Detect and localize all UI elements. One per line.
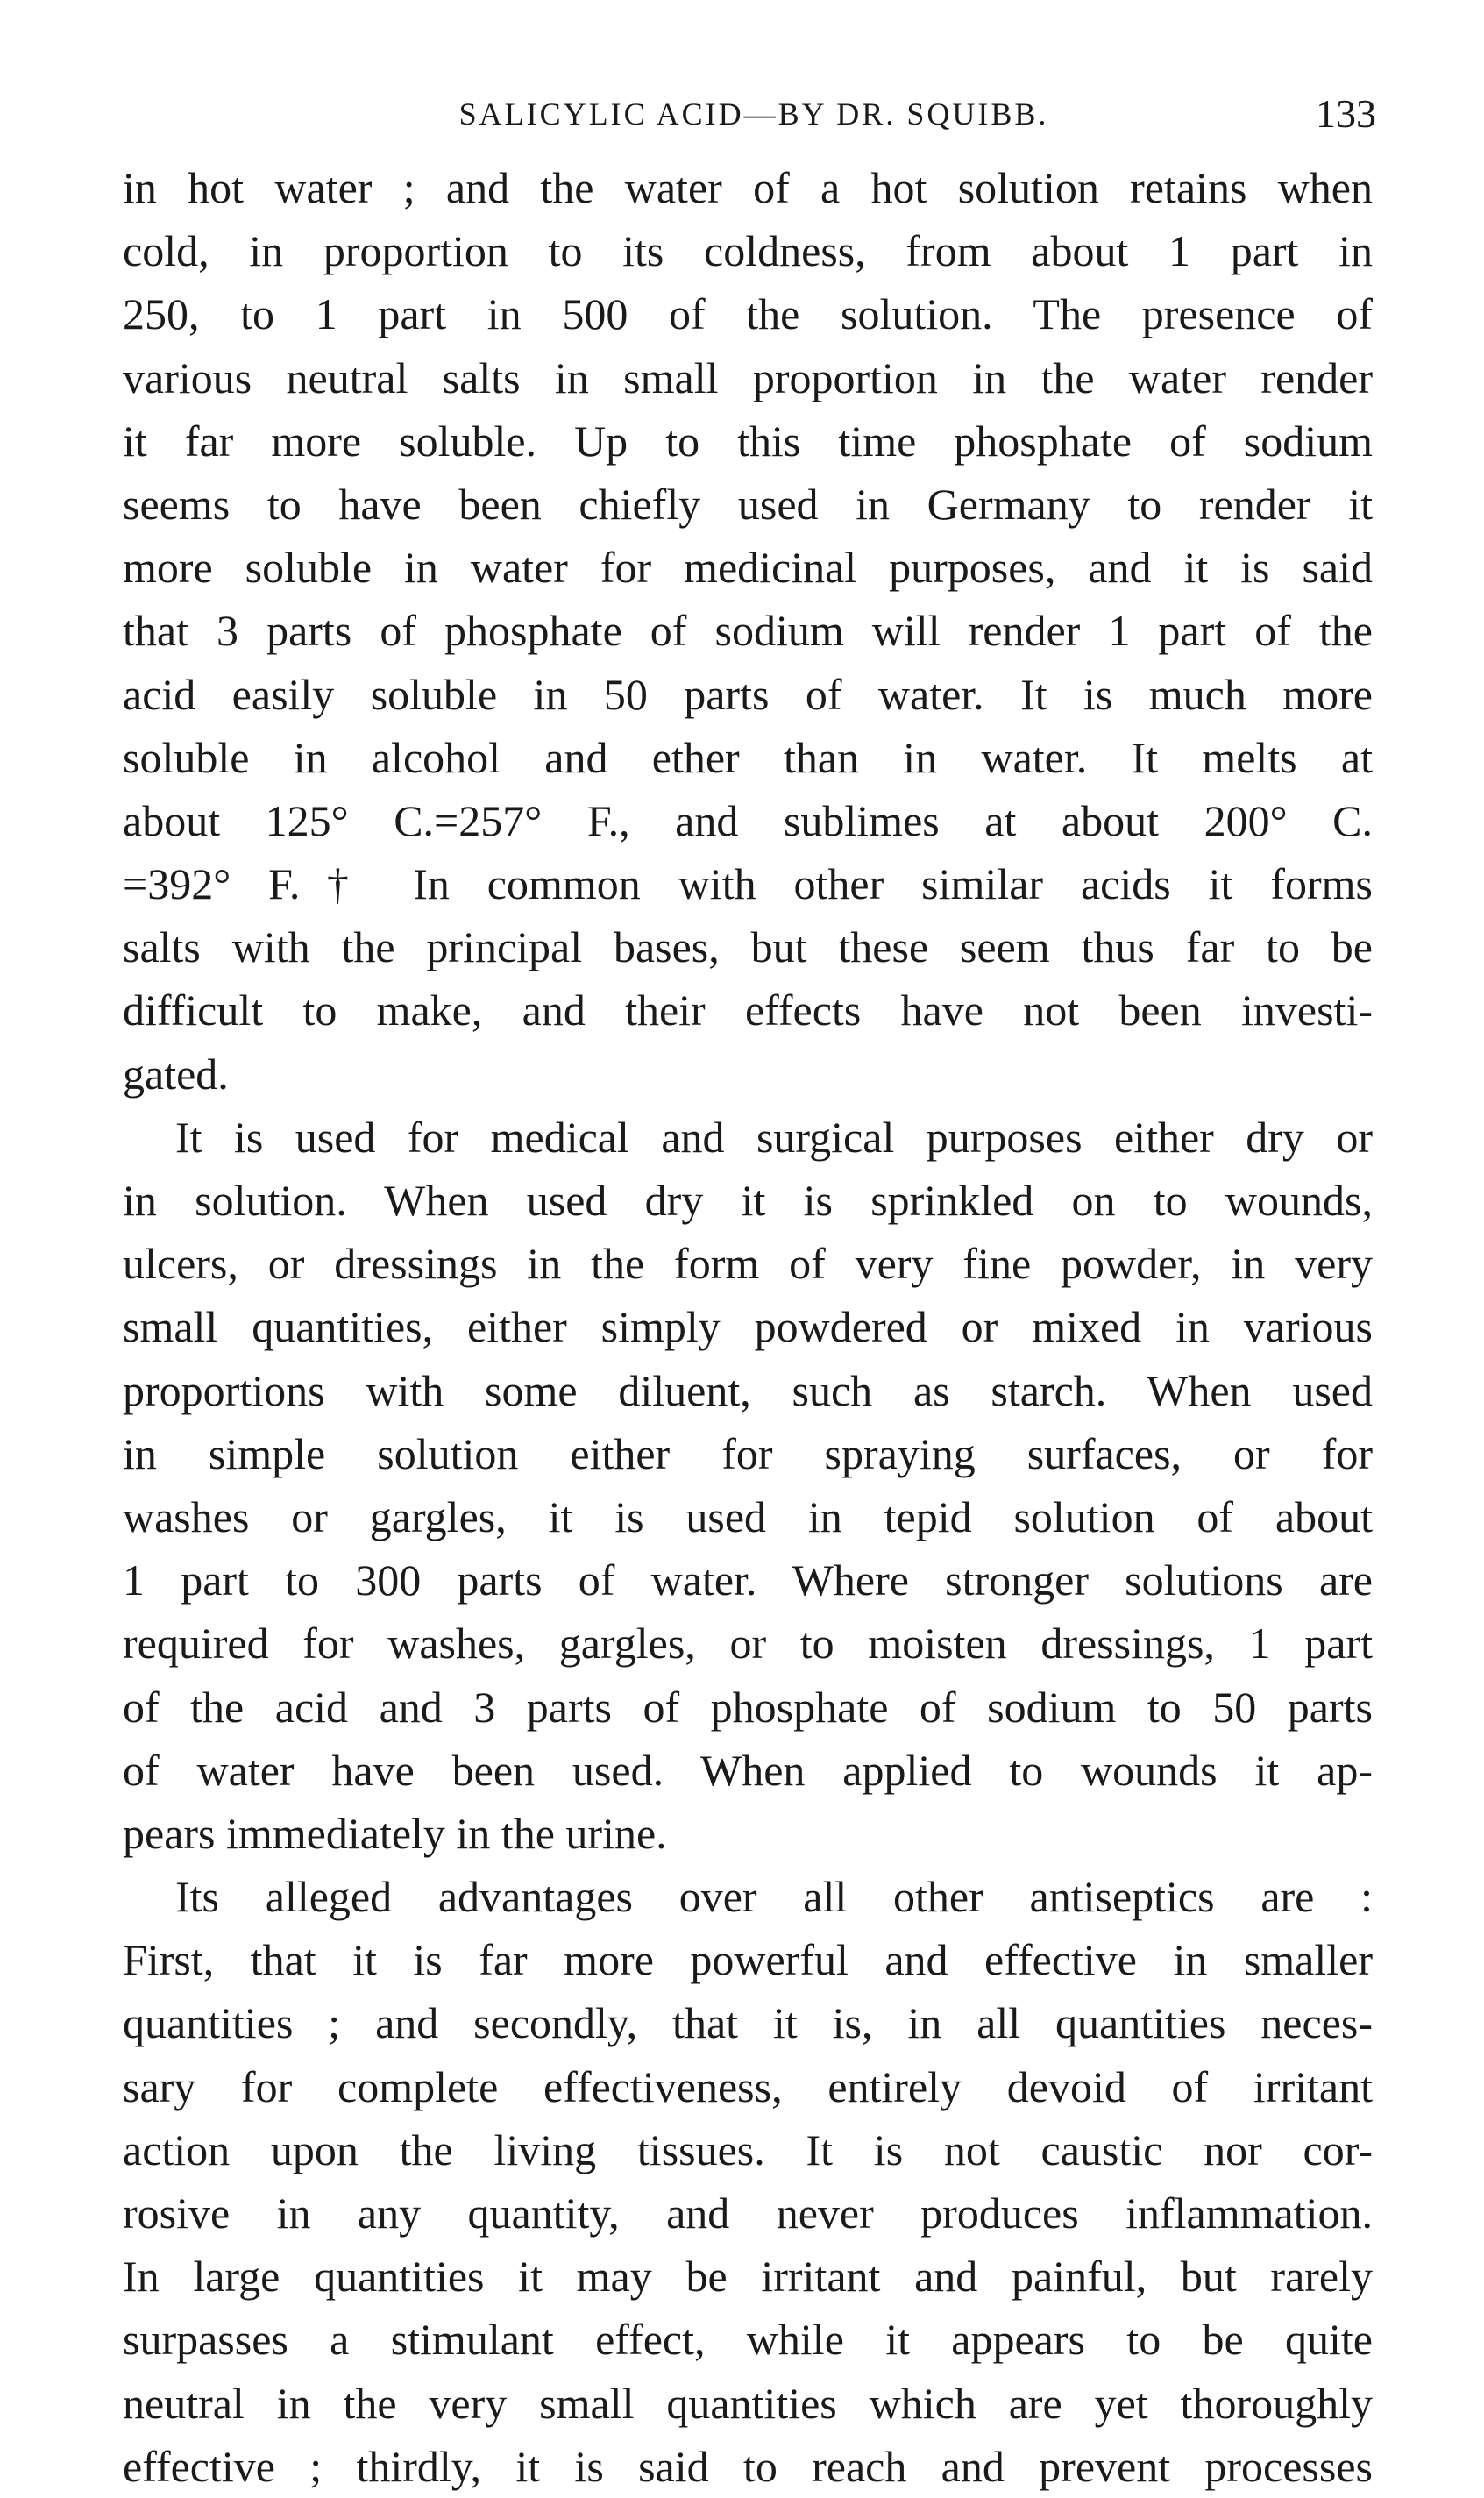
- text-line: in solution. When used dry it is sprinkled on to wounds,: [123, 1176, 1373, 1225]
- text-line: washes or gargles, it is used in tepid solution of about: [123, 1491, 1373, 1541]
- text-line: soluble in alcohol and ether than in water. It melts at: [123, 732, 1373, 782]
- running-title: SALICYLIC ACID—BY DR. SQUIBB.: [458, 96, 1049, 132]
- text-line: in simple solution either for spraying surfaces, or for: [123, 1428, 1373, 1478]
- text-line: various neutral salts in small proportion in the water render: [123, 352, 1373, 402]
- text-line: it far more soluble. Up to this time phosphate of sodium: [123, 416, 1373, 466]
- text-line: in hot water ; and the water of a hot solution retains when: [123, 163, 1373, 212]
- text-line: acid easily soluble in 50 parts of water. It is much more: [123, 669, 1373, 719]
- text-line: =392° F.† In common with other similar acids it forms: [123, 859, 1373, 909]
- text-line: of water have been used. When applied to wounds it ap-: [123, 1745, 1373, 1795]
- paragraph-2: [123, 1106, 1373, 1865]
- text-line: required for washes, gargles, or to moisten dressings, 1 part: [123, 1619, 1373, 1669]
- text-line: salts with the principal bases, but these seem thus far to be: [123, 922, 1373, 972]
- running-head: [131, 88, 1376, 158]
- text-line: effective ; thirdly, it is said to reach and prevent processes: [123, 2441, 1373, 2491]
- text-line: gated.: [123, 1049, 229, 1099]
- text-line: pears immediately in the urine.: [123, 1808, 667, 1858]
- text-line: sary for complete effectiveness, entirely devoid of irritant: [123, 2061, 1373, 2111]
- text-line: seems to have been chiefly used in Germany to render it: [123, 479, 1373, 529]
- page-number: 133: [1316, 91, 1376, 136]
- text-line: ulcers, or dressings in the form of very fine powder, in very: [123, 1239, 1373, 1289]
- text-line: neutral in the very small quantities which are yet thoroughly: [123, 2378, 1373, 2428]
- text-line: It is used for medical and surgical purposes either dry or: [175, 1112, 1373, 1162]
- text-line: quantities ; and secondly, that it is, in all quantities neces-: [123, 1998, 1373, 2048]
- text-line: rosive in any quantity, and never produces inflammation.: [123, 2188, 1373, 2238]
- text-line: more soluble in water for medicinal purposes, and it is said: [123, 543, 1373, 593]
- text-line: Its alleged advantages over all other antiseptics are :: [175, 1872, 1373, 1922]
- text-line: proportions with some diluent, such as starch. When used: [123, 1365, 1373, 1415]
- text-line: surpasses a stimulant effect, while it appears to be quite: [123, 2315, 1373, 2365]
- text-line: about 125° C.=257° F., and sublimes at about 200° C.: [123, 795, 1373, 845]
- text-line: small quantities, either simply powdered or mixed in various: [123, 1302, 1373, 1352]
- text-line: 250, to 1 part in 500 of the solution. The presence of: [123, 289, 1373, 339]
- text-line: difficult to make, and their effects have not been investi-: [123, 986, 1373, 1035]
- text-line: In large quantities it may be irritant and painful, but rarely: [123, 2252, 1373, 2302]
- paragraph-1: [123, 156, 1373, 1106]
- text-line: 1 part to 300 parts of water. Where stronger solutions are: [123, 1555, 1373, 1605]
- text-line: First, that it is far more powerful and effective in smaller: [123, 1935, 1373, 1985]
- text-line: that 3 parts of phosphate of sodium will render 1 part of the: [123, 606, 1373, 656]
- text-line: action upon the living tissues. It is not caustic nor cor-: [123, 2124, 1373, 2174]
- text-line: of the acid and 3 parts of phosphate of sodium to 50 parts: [123, 1682, 1373, 1732]
- text-line: cold, in proportion to its coldness, from about 1 part in: [123, 226, 1373, 276]
- paragraph-3: [123, 1865, 1373, 2498]
- body-text: [123, 156, 1373, 2498]
